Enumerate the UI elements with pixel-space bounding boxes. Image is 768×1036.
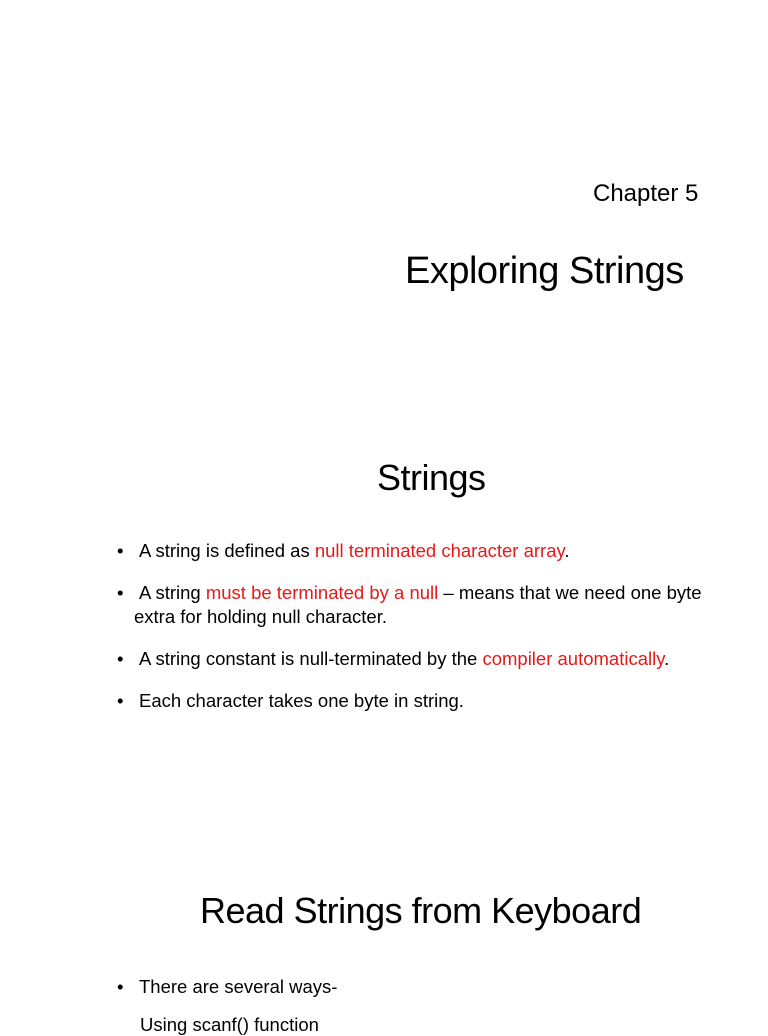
text: . xyxy=(664,648,670,669)
text: – means that we need one byte extra for holding null character. xyxy=(134,582,702,627)
highlight-text: must be terminated by a null xyxy=(205,582,439,603)
slide-title: Exploring Strings xyxy=(405,250,684,292)
bullet-icon: • xyxy=(117,582,124,603)
text: There are several ways- xyxy=(139,976,338,997)
text: Each character takes one byte in string. xyxy=(139,690,464,711)
text: A string constant is null-terminated by the xyxy=(139,648,483,669)
chapter-label: Chapter 5 xyxy=(593,180,699,207)
highlight-text: null terminated character array xyxy=(314,540,565,561)
bullet-icon: • xyxy=(117,976,124,997)
bullet-item xyxy=(117,539,737,563)
bullet-icon: • xyxy=(117,648,124,669)
sub-item: Using scanf() function xyxy=(140,1014,319,1035)
bullet-item xyxy=(117,581,727,629)
bullet-item xyxy=(117,975,737,999)
highlight-text: compiler automatically xyxy=(482,648,665,669)
bullet-item xyxy=(117,689,737,713)
strings-heading: Strings xyxy=(377,457,486,498)
text: . xyxy=(564,540,570,561)
bullet-icon: • xyxy=(117,690,124,711)
text: A string is defined as xyxy=(139,540,315,561)
text: A string xyxy=(139,582,206,603)
read-strings-heading: Read Strings from Keyboard xyxy=(200,890,642,931)
bullet-icon: • xyxy=(117,540,124,561)
bullet-item xyxy=(117,647,737,671)
